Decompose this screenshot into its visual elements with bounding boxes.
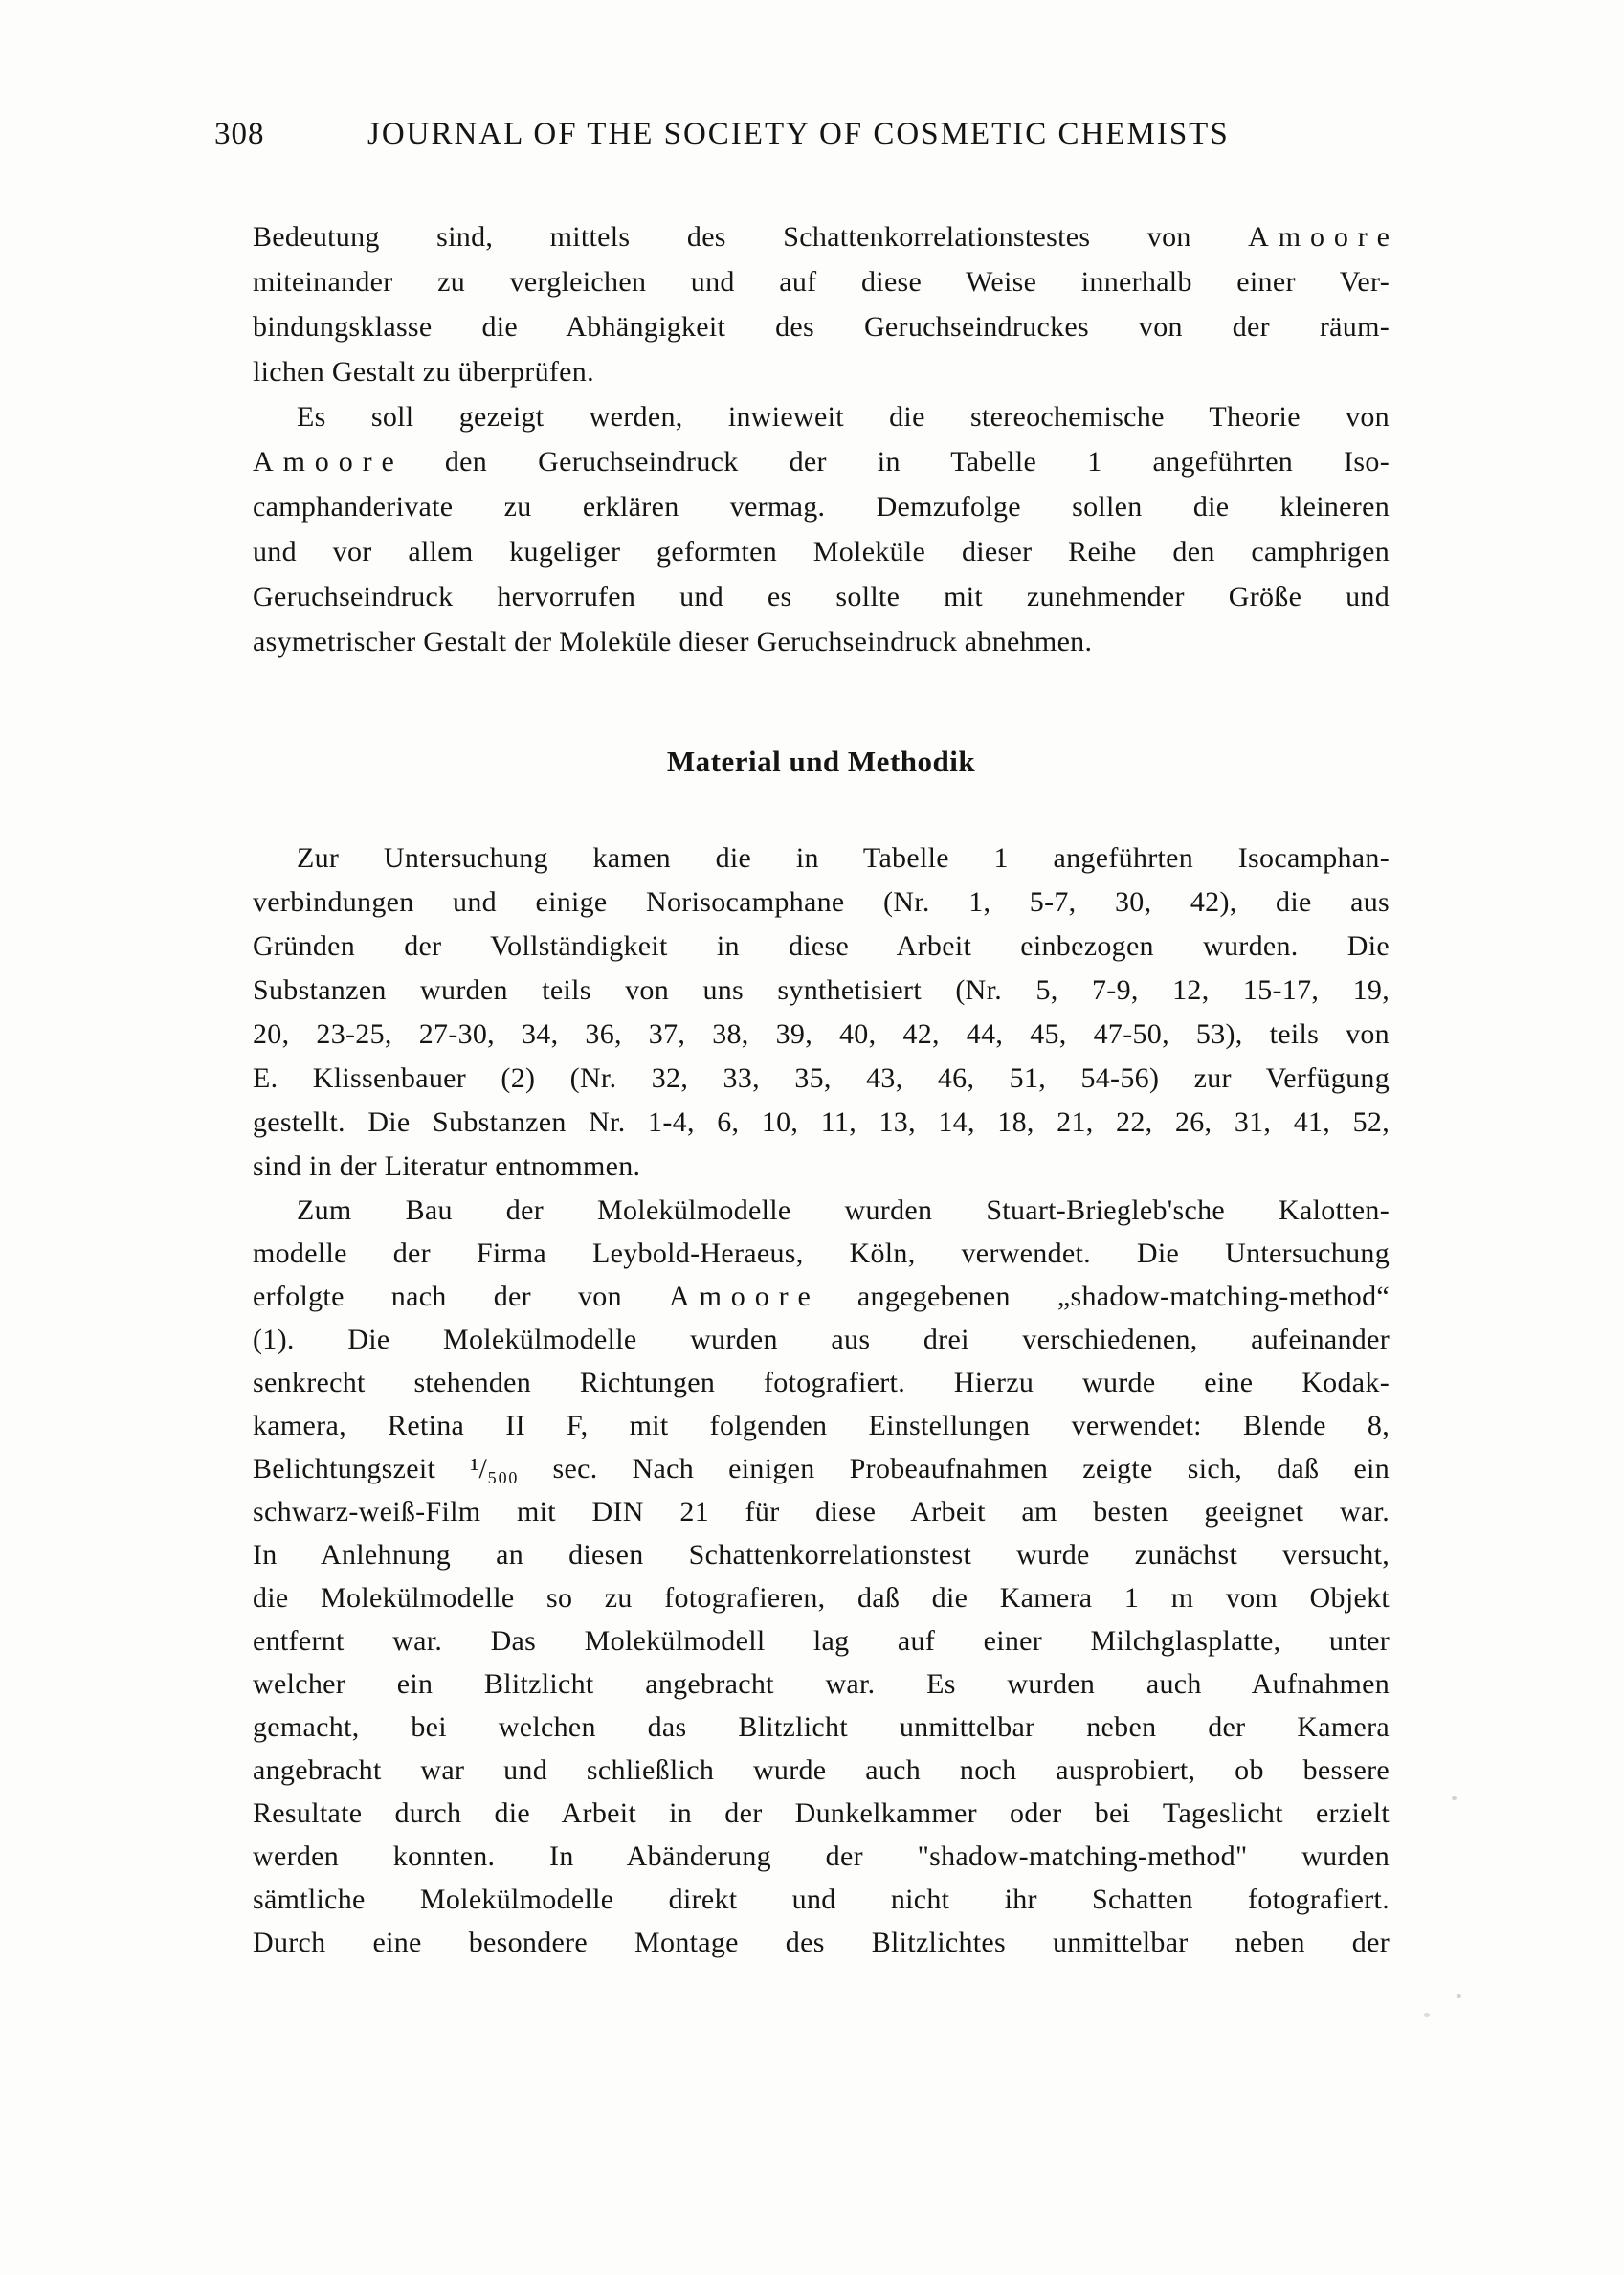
text-line: miteinander zu vergleichen und auf diese Weise innerhalb einer Ver- — [253, 266, 1390, 298]
page-header — [0, 117, 1624, 159]
text-line: gestellt. Die Substanzen Nr. 1-4, 6, 10, 11, 13, 14, 18, 21, 22, 26, 31, 41, 52, — [253, 1106, 1390, 1138]
paragraph — [253, 1189, 1390, 1964]
text-line: bindungsklasse die Abhängigkeit des Geruchseindruckes von der räum- — [253, 311, 1390, 343]
text-line: verbindungen und einige Norisocamphane (Nr. 1, 5-7, 30, 42), die aus — [253, 886, 1390, 918]
text-line: sind in der Literatur entnommen. — [253, 1150, 641, 1182]
emphasized-author-name: Amoore — [669, 1281, 820, 1312]
text-line: sämtliche Molekülmodelle direkt und nicht ihr Schatten fotografiert. — [253, 1884, 1390, 1915]
text-line: Geruchseindruck hervorrufen und es sollte mit zunehmender Größe und — [253, 581, 1390, 613]
emphasized-author-name: Amoore — [253, 446, 404, 478]
text-line: 20, 23-25, 27-30, 34, 36, 37, 38, 39, 40, 42, 44, 45, 47-50, 53), teils von — [253, 1018, 1390, 1050]
journal-title: JOURNAL OF THE SOCIETY OF COSMETIC CHEMISTS — [367, 117, 1230, 151]
text-line: Amoore den Geruchseindruck der in Tabelle 1 angeführten Iso- — [253, 446, 1390, 478]
text-line: die Molekülmodelle so zu fotografieren, daß die Kamera 1 m vom Objekt — [253, 1582, 1390, 1614]
text-line: Gründen der Vollständigkeit in diese Arbeit einbezogen wurden. Die — [253, 930, 1390, 962]
section-heading: Material und Methodik — [666, 745, 976, 778]
text-line: welcher ein Blitzlicht angebracht war. Es wurden auch Aufnahmen — [253, 1668, 1390, 1700]
text-line: gemacht, bei welchen das Blitzlicht unmittelbar neben der Kamera — [253, 1711, 1390, 1743]
text-line: Zum Bau der Molekülmodelle wurden Stuart-Briegleb'sche Kalotten- — [297, 1194, 1390, 1226]
text-line: senkrecht stehenden Richtungen fotografiert. Hierzu wurde eine Kodak- — [253, 1367, 1390, 1398]
paragraph — [253, 836, 1390, 1189]
text-line: werden konnten. In Abänderung der "shadow-matching-method" wurden — [253, 1840, 1390, 1872]
text-line: Es soll gezeigt werden, inwieweit die stereochemische Theorie von — [297, 401, 1390, 433]
text-line: Durch eine besondere Montage des Blitzlichtes unmittelbar neben der — [253, 1927, 1390, 1958]
text-line: E. Klissenbauer (2) (Nr. 32, 33, 35, 43, 46, 51, 54-56) zur Verfügung — [253, 1062, 1390, 1094]
text-line: Resultate durch die Arbeit in der Dunkelkammer oder bei Tageslicht erzielt — [253, 1797, 1390, 1829]
text-line: Bedeutung sind, mittels des Schattenkorrelationstestes von Amoore — [253, 221, 1399, 253]
text-line: Substanzen wurden teils von uns synthetisiert (Nr. 5, 7-9, 12, 15-17, 19, — [253, 974, 1390, 1006]
text-line: angebracht war und schließlich wurde auch noch ausprobiert, ob bessere — [253, 1754, 1390, 1786]
text-line: modelle der Firma Leybold-Heraeus, Köln, verwendet. Die Untersuchung — [253, 1238, 1390, 1269]
scan-speck — [1452, 1796, 1457, 1800]
text-line: lichen Gestalt zu überprüfen. — [253, 356, 594, 388]
text-line: asymetrischer Gestalt der Moleküle dieser Geruchseindruck abnehmen. — [253, 626, 1093, 658]
text-line: In Anlehnung an diesen Schattenkorrelationstest wurde zunächst versucht, — [253, 1539, 1390, 1571]
text-line: kamera, Retina II F, mit folgenden Einstellungen verwendet: Blende 8, — [253, 1410, 1390, 1441]
text-line: Belichtungszeit ¹/₅₀₀ sec. Nach einigen Probeaufnahmen zeigte sich, daß ein — [253, 1453, 1390, 1484]
text-line: (1). Die Molekülmodelle wurden aus drei verschiedenen, aufeinander — [253, 1324, 1390, 1355]
page-number: 308 — [214, 117, 265, 151]
text-line: erfolgte nach der von Amoore angegebenen „shadow-matching-method“ — [253, 1281, 1390, 1312]
paragraph — [253, 394, 1390, 664]
text-line: Zur Untersuchung kamen die in Tabelle 1 angeführten Isocamphan- — [297, 842, 1390, 874]
text-line: und vor allem kugeliger geformten Moleküle dieser Reihe den camphrigen — [253, 536, 1390, 568]
emphasized-author-name: Amoore — [1248, 221, 1399, 253]
text-line: camphanderivate zu erklären vermag. Demzufolge sollen die kleineren — [253, 491, 1390, 523]
paragraph-continuation — [253, 214, 1399, 394]
text-line: entfernt war. Das Molekülmodell lag auf einer Milchglasplatte, unter — [253, 1625, 1390, 1657]
text-line: schwarz-weiß-Film mit DIN 21 für diese Arbeit am besten geeignet war. — [253, 1496, 1390, 1528]
scan-speck — [1457, 1994, 1461, 1998]
scan-speck — [1424, 2013, 1430, 2017]
